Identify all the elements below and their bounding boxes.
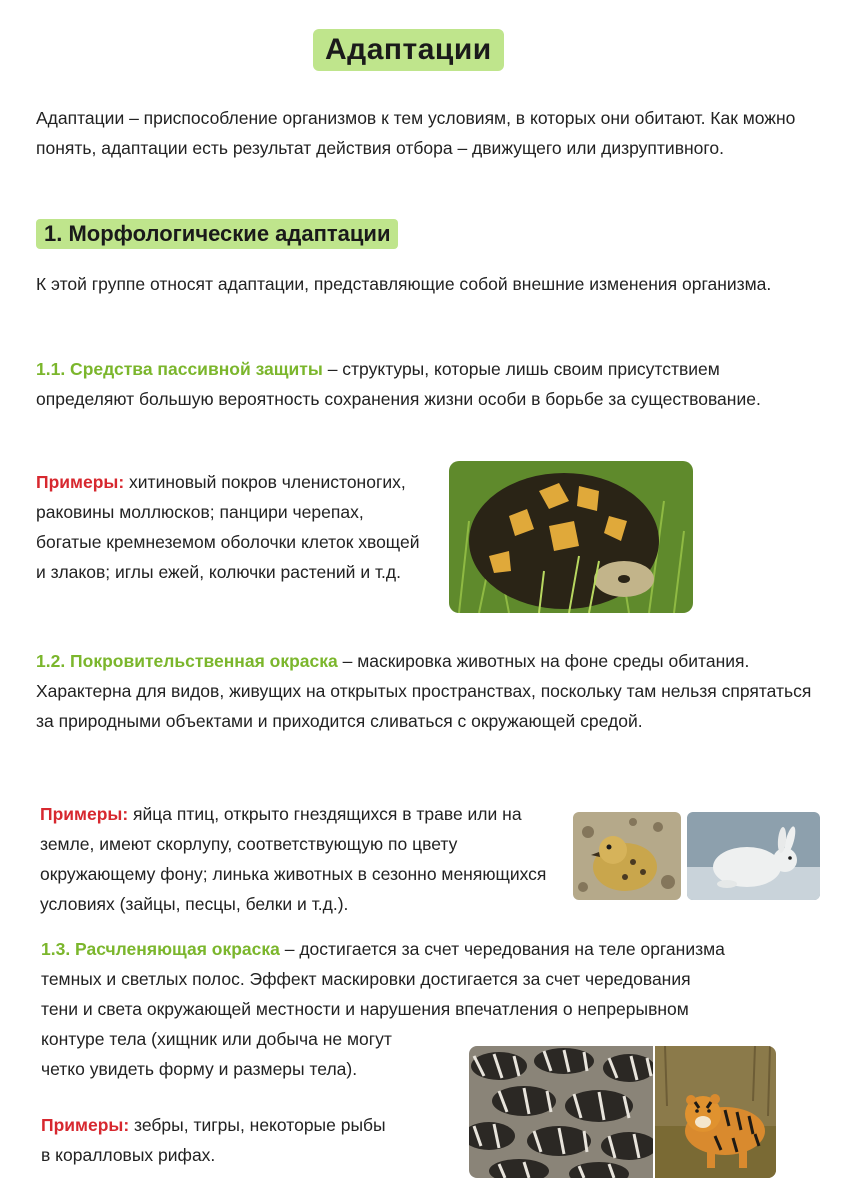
page-title: Адаптации [313,29,504,71]
hare-photo [687,812,820,900]
section-heading-morphological: 1. Морфологические адаптации [36,219,398,249]
subsection-text-line: – достигается за счет чередования на теле организма [279,939,725,959]
subsection-heading: 1.3. Расчленяющая окраска [41,939,280,959]
subsection-text-line: тени и света окружающей местности и нарушения впечатления о непрерывном [41,999,689,1019]
subsection-heading: 1.1. Средства пассивной защиты [36,359,323,379]
subsection-text: – структуры, которые лишь своим присутствием определяют большую вероятность сохранения жизни особи в борьбе за существование. [36,359,761,409]
subsection-text-line: контуре тела (хищник или добыча не могут [41,1029,392,1049]
tortoise-photo [449,461,693,613]
zebras-photo [469,1046,653,1178]
tiger-photo [655,1046,776,1178]
examples-label: Примеры: [36,472,125,492]
chick-photo [573,812,681,900]
subsection-protective-coloration [36,646,822,736]
examples-label: Примеры: [41,1115,130,1135]
examples-label: Примеры: [40,804,129,824]
subsection-passive-defense [36,354,822,414]
examples-text: яйца птиц, открыто гнездящихся в траве или на земле, имеют скорлупу, соответствующую по цвету окружающему фону; линька животных в сезонно меняющихся условиях (зайцы, песцы, белки и т.д.). [40,804,547,914]
subsection-text: – маскировка животных на фоне среды обитания. Характерна для видов, живущих на открытых пространствах, поскольку там нельзя спрятаться за природными объектами и приходится сливаться с окружающей средой. [36,651,812,731]
examples-protective-coloration [40,799,562,919]
examples-text: зебры, тигры, некоторые рыбы в коралловых рифах. [41,1115,386,1165]
examples-text: хитиновый покров членистоногих, раковины моллюсков; панцири черепах, богатые кремнеземом оболочки клеток хвощей и злаков; иглы ежей, колючки растений и т.д. [36,472,420,582]
examples-disruptive-coloration [41,1110,391,1170]
section-description: К этой группе относят адаптации, представляющие собой внешние изменения организма. [36,274,772,294]
examples-passive-defense [36,467,426,587]
subsection-heading: 1.2. Покровительственная окраска [36,651,338,671]
intro-paragraph: Адаптации – приспособление организмов к тем условиям, в которых они обитают. Как можно понять, адаптации есть результат действия отбора – движущего или дизруптивного. [36,108,796,158]
subsection-text-line: четко увидеть форму и размеры тела). [41,1059,358,1079]
subsection-text-line: темных и светлых полос. Эффект маскировки достигается за счет чередования [41,969,691,989]
